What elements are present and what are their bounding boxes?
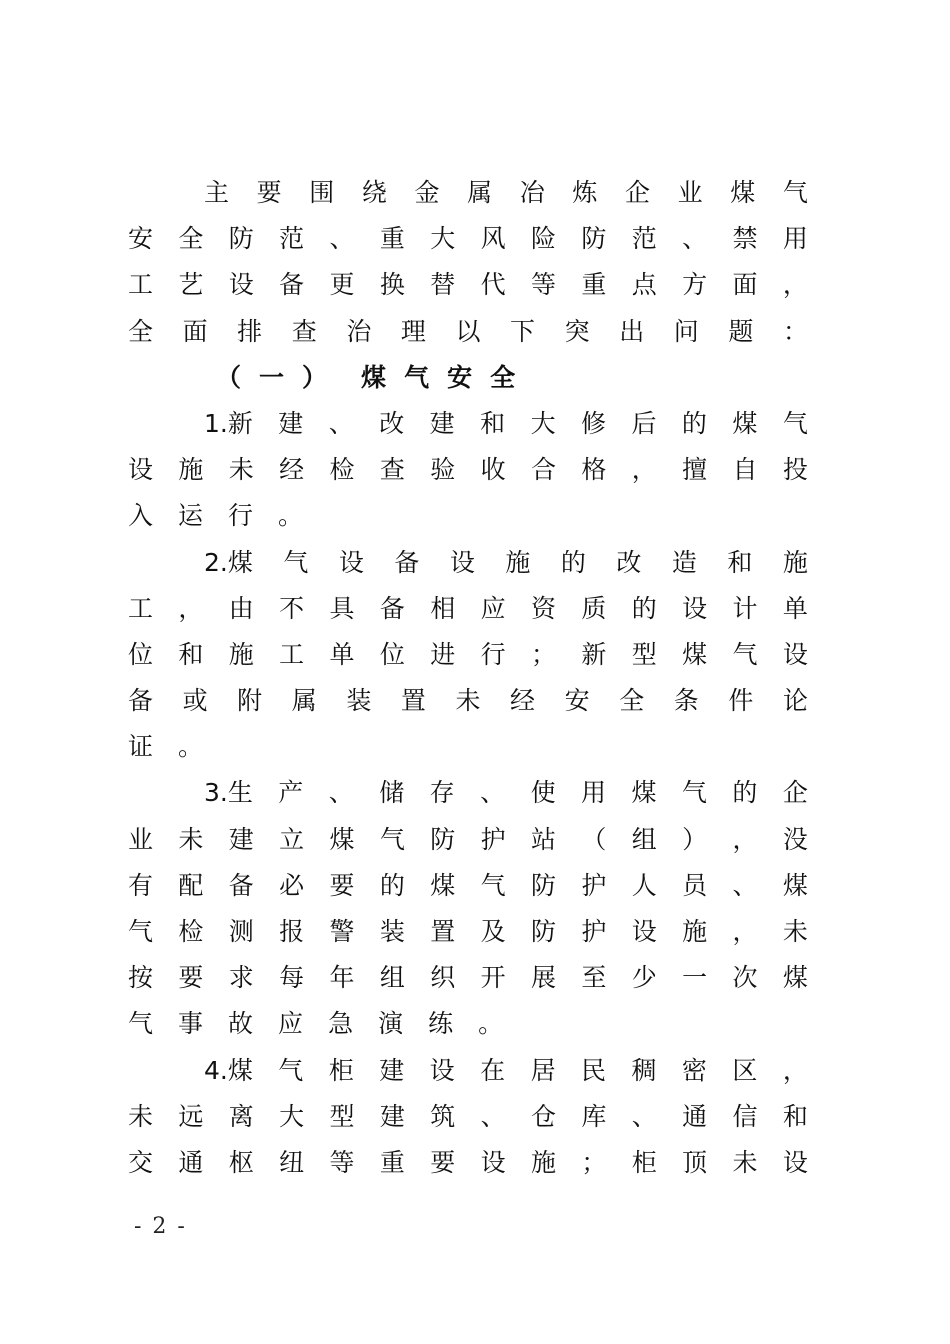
text-char: 员 (682, 870, 708, 900)
text-char: 检 (329, 455, 355, 485)
text-line (128, 586, 808, 632)
text-char: 交 (128, 1147, 154, 1177)
text-char: 具 (329, 593, 355, 623)
text-char: 施 (682, 917, 708, 946)
text-line (128, 401, 808, 447)
text-char: 装 (346, 686, 372, 716)
text-char: 站 (531, 824, 557, 854)
text-line (128, 1001, 808, 1047)
text-char: 一 (682, 963, 708, 993)
text-char: 要 (430, 1147, 456, 1177)
text-char: 、 (732, 870, 758, 900)
text-char: 出 (619, 316, 645, 346)
text-char: 工 (279, 639, 305, 669)
text-char: 用 (581, 778, 607, 808)
text-char: 煤 (361, 362, 387, 392)
text-char: 围 (309, 178, 335, 207)
text-char: 全 (490, 362, 516, 392)
text-char: 等 (329, 1147, 355, 1177)
text-char: 置 (430, 917, 456, 946)
text-char: ， (178, 593, 204, 623)
text-char: 柜 (328, 1055, 354, 1085)
text-char: 。 (278, 501, 304, 531)
text-char: 备 (394, 547, 420, 577)
text-char: 进 (430, 639, 456, 669)
text-char: 质 (581, 593, 607, 623)
text-char: 行 (480, 639, 506, 669)
text-char: 区 (732, 1055, 758, 1085)
text-char: 的 (631, 593, 657, 623)
text-char: 枢 (228, 1147, 254, 1177)
text-char: 柜 (631, 1147, 657, 1177)
text-char: 未 (455, 686, 481, 716)
text-char: 未 (732, 1147, 758, 1177)
text-line (128, 1140, 808, 1186)
text-char: 或 (182, 686, 208, 716)
text-char: 要 (329, 870, 355, 900)
text-char: 急 (328, 1009, 354, 1039)
text-char: ， (732, 917, 758, 946)
text-char: 面 (182, 316, 208, 346)
text-line (128, 817, 808, 863)
text-char: 民 (581, 1055, 607, 1085)
text-char: 以 (455, 316, 481, 346)
text-char: 、 (329, 224, 355, 254)
text-char: 的 (379, 870, 405, 900)
text-char: 有 (128, 870, 154, 900)
text-char: 人 (631, 870, 657, 900)
text-char: 储 (379, 778, 405, 808)
text-char: 理 (400, 316, 426, 346)
text-char: 故 (228, 1009, 254, 1039)
text-char: 演 (378, 1009, 404, 1039)
text-char: 施 (782, 547, 808, 577)
text-line (128, 724, 808, 770)
text-char: 气 (782, 408, 808, 438)
text-char: 居 (530, 1055, 556, 1085)
text-char: 合 (531, 455, 557, 485)
text-line (128, 262, 808, 308)
body-text (128, 170, 808, 1186)
text-char: 未 (128, 1101, 154, 1131)
text-line (128, 770, 808, 816)
text-char: 煤 (782, 870, 808, 900)
text-char: 气 (128, 917, 154, 946)
text-char: 、 (631, 1101, 657, 1131)
text-char: 全 (128, 316, 154, 346)
text-char: 和 (782, 1101, 808, 1131)
text-char: 使 (530, 778, 556, 808)
text-line (128, 216, 808, 262)
text-char: 单 (782, 593, 808, 623)
text-char: 安 (564, 686, 590, 716)
text-char: 风 (480, 224, 506, 254)
text-char: 库 (581, 1101, 607, 1131)
text-char: （ (216, 362, 242, 392)
text-char: ， (631, 455, 657, 485)
text-char: 工 (128, 270, 154, 300)
text-char: ， (782, 270, 808, 300)
text-char: 要 (256, 178, 282, 207)
text-char: 织 (430, 963, 456, 993)
text-char: 气 (732, 639, 758, 669)
text-char: ） (302, 362, 328, 392)
text-char: 、 (328, 408, 354, 438)
text-char: 筑 (430, 1101, 456, 1131)
text-char: 组 (379, 963, 405, 993)
text-char: 禁 (732, 224, 758, 254)
text-char: 开 (480, 963, 506, 993)
text-char: 设 (128, 455, 154, 485)
text-char: 范 (279, 224, 305, 254)
text-char: 少 (631, 963, 657, 993)
text-char: 次 (732, 963, 758, 993)
text-char: 绕 (361, 178, 387, 207)
text-char: 治 (346, 316, 372, 346)
text-char: 艺 (178, 270, 204, 300)
text-char: 验 (430, 455, 456, 485)
text-char: 全 (178, 224, 204, 254)
text-char: 施 (531, 1147, 557, 1177)
text-char: 业 (677, 178, 703, 207)
text-char: 的 (560, 547, 586, 577)
text-char: 范 (631, 224, 657, 254)
text-char: 施 (228, 639, 254, 669)
text-char: 设 (480, 1147, 506, 1177)
text-char: 护 (581, 917, 607, 946)
text-char: 顶 (682, 1147, 708, 1177)
text-char: 用 (782, 224, 808, 254)
text-char: 仓 (531, 1101, 557, 1131)
text-char: 重 (379, 224, 405, 254)
text-char: 建 (379, 1101, 405, 1131)
text-char: 等 (531, 270, 557, 300)
text-char: 设 (449, 547, 475, 577)
text-line (128, 955, 808, 1001)
text-char: 1.新 (204, 408, 253, 438)
text-char: 全 (619, 686, 645, 716)
text-char: 设 (338, 547, 364, 577)
text-char: 应 (480, 593, 506, 623)
section-heading (128, 355, 808, 401)
text-char: 擅 (682, 455, 708, 485)
text-line (128, 1094, 808, 1140)
page-number: - 2 - (134, 1214, 187, 1239)
text-char: ； (531, 639, 557, 669)
text-char: 护 (581, 870, 607, 900)
text-char: 型 (631, 639, 657, 669)
text-char: 建 (379, 1055, 405, 1085)
text-char: ： (782, 316, 808, 346)
text-char: ， (782, 1055, 808, 1085)
text-char: 查 (291, 316, 317, 346)
text-line (128, 540, 808, 586)
text-char: 属 (291, 686, 317, 716)
text-char: 的 (732, 778, 758, 808)
text-char: 更 (329, 270, 355, 300)
text-line (128, 170, 808, 216)
text-char: 防 (531, 870, 557, 900)
text-char: 煤 (329, 824, 355, 854)
text-char: 重 (581, 270, 607, 300)
text-char: 企 (625, 178, 651, 207)
text-char: 大 (530, 408, 556, 438)
text-char: 气 (404, 362, 430, 392)
text-char: 气 (278, 1055, 304, 1085)
text-char: 备 (279, 270, 305, 300)
text-char: 安 (128, 224, 154, 254)
text-char: 件 (728, 686, 754, 716)
text-char: 由 (228, 593, 254, 623)
text-char: 通 (682, 1101, 708, 1131)
text-char: 论 (782, 686, 808, 716)
text-char: 。 (178, 732, 204, 762)
text-char: 报 (279, 917, 305, 946)
text-char: 防 (228, 224, 254, 254)
text-char: 格 (581, 455, 607, 485)
text-char: 防 (531, 917, 557, 946)
text-char: 测 (228, 917, 254, 946)
text-char: 造 (671, 547, 697, 577)
text-char: 改 (379, 408, 405, 438)
text-char: 至 (581, 963, 607, 993)
text-char: 密 (681, 1055, 707, 1085)
text-char: 。 (478, 1009, 504, 1039)
text-char: 投 (782, 455, 808, 485)
text-char: 煤 (730, 178, 756, 207)
text-char: ） (682, 824, 708, 854)
text-char: 要 (178, 963, 204, 993)
text-char: 气 (283, 547, 309, 577)
text-char: 远 (178, 1101, 204, 1131)
text-line (128, 493, 808, 539)
text-char: 、 (328, 778, 354, 808)
text-char: 建 (429, 408, 455, 438)
text-char: 在 (480, 1055, 506, 1085)
text-char: ， (732, 824, 758, 854)
text-char: 相 (430, 593, 456, 623)
text-char: 和 (178, 639, 204, 669)
text-char: 条 (673, 686, 699, 716)
text-char: 备 (228, 870, 254, 900)
text-char: 安 (447, 362, 473, 392)
text-char: 展 (531, 963, 557, 993)
text-char: 排 (237, 316, 263, 346)
text-char: 存 (429, 778, 455, 808)
text-char: 不 (279, 593, 305, 623)
text-char: 应 (278, 1009, 304, 1039)
text-char: 收 (480, 455, 506, 485)
text-char: 3.生 (204, 778, 253, 808)
text-char: 按 (128, 963, 154, 993)
text-line (128, 678, 808, 724)
text-char: 施 (505, 547, 531, 577)
text-char: 主 (204, 178, 230, 207)
text-char: 计 (732, 593, 758, 623)
text-char: 型 (329, 1101, 355, 1131)
text-char: 替 (430, 270, 456, 300)
text-char: 属 (467, 178, 493, 207)
text-char: 2.煤 (204, 547, 253, 577)
text-char: 题 (728, 316, 754, 346)
text-char: 设 (631, 917, 657, 946)
text-char: 备 (379, 593, 405, 623)
text-char: 的 (681, 408, 707, 438)
text-char: 一 (259, 362, 285, 392)
text-char: 未 (782, 917, 808, 946)
text-char: 4.煤 (204, 1055, 253, 1085)
text-char: 未 (228, 455, 254, 485)
text-char: 和 (480, 408, 506, 438)
text-line (128, 909, 808, 955)
text-char: 后 (631, 408, 657, 438)
text-char: 未 (178, 824, 204, 854)
text-char: 企 (782, 778, 808, 808)
text-char: 换 (379, 270, 405, 300)
text-char: 运 (178, 501, 204, 531)
text-char: 每 (279, 963, 305, 993)
text-char: 下 (510, 316, 536, 346)
text-char: 附 (237, 686, 263, 716)
text-char: 修 (581, 408, 607, 438)
text-char: 气 (128, 1009, 154, 1039)
text-line (128, 1048, 808, 1094)
text-char: 防 (581, 224, 607, 254)
text-char: 工 (128, 593, 154, 623)
text-char: 改 (616, 547, 642, 577)
text-char: 新 (581, 639, 607, 669)
text-char: 点 (631, 270, 657, 300)
text-char: 经 (510, 686, 536, 716)
text-char: 金 (414, 178, 440, 207)
text-char: 通 (178, 1147, 204, 1177)
text-char: 气 (782, 178, 808, 207)
text-char: 煤 (682, 639, 708, 669)
text-char: 护 (480, 824, 506, 854)
text-char: 方 (682, 270, 708, 300)
text-line (128, 447, 808, 493)
text-char: （ (581, 824, 607, 854)
text-line (128, 309, 808, 355)
text-char: 离 (228, 1101, 254, 1131)
text-char: 建 (278, 408, 304, 438)
text-char: 大 (430, 224, 456, 254)
text-char: 资 (531, 593, 557, 623)
text-line (128, 632, 808, 678)
text-char: 险 (531, 224, 557, 254)
text-char: 气 (681, 778, 707, 808)
text-char: 设 (228, 270, 254, 300)
text-char: 产 (278, 778, 304, 808)
text-char: 煤 (732, 408, 758, 438)
text-char: 入 (128, 501, 154, 531)
text-char: 、 (682, 224, 708, 254)
text-char: 气 (379, 824, 405, 854)
text-char: 位 (379, 639, 405, 669)
text-char: 施 (178, 455, 204, 485)
text-char: 组 (631, 824, 657, 854)
text-char: 经 (279, 455, 305, 485)
text-line (128, 863, 808, 909)
text-char: 练 (428, 1009, 454, 1039)
text-char: 冶 (519, 178, 545, 207)
text-char: 、 (480, 1101, 506, 1131)
text-char: 气 (480, 870, 506, 900)
text-char: 证 (128, 732, 154, 762)
text-char: 及 (480, 917, 506, 946)
text-char: 、 (480, 778, 506, 808)
text-char: 防 (430, 824, 456, 854)
text-char: 没 (782, 824, 808, 854)
text-char: 设 (782, 1147, 808, 1177)
text-char: 建 (228, 824, 254, 854)
text-char: 行 (228, 501, 254, 531)
text-char: 求 (228, 963, 254, 993)
text-char: 稠 (631, 1055, 657, 1085)
text-char: 重 (379, 1147, 405, 1177)
text-char: 必 (279, 870, 305, 900)
text-char: ； (581, 1147, 607, 1177)
text-char: 纽 (279, 1147, 305, 1177)
text-char: 设 (682, 593, 708, 623)
text-char: 设 (782, 639, 808, 669)
text-char: 煤 (631, 778, 657, 808)
text-char: 大 (279, 1101, 305, 1131)
text-char: 单 (329, 639, 355, 669)
text-char: 事 (178, 1009, 204, 1039)
text-char: 位 (128, 639, 154, 669)
text-char: 问 (673, 316, 699, 346)
text-char: 警 (329, 917, 355, 946)
text-char: 置 (400, 686, 426, 716)
text-char: 配 (178, 870, 204, 900)
text-char: 装 (379, 917, 405, 946)
text-char: 代 (480, 270, 506, 300)
text-char: 煤 (782, 963, 808, 993)
text-char: 年 (329, 963, 355, 993)
text-char: 面 (732, 270, 758, 300)
text-char: 查 (379, 455, 405, 485)
text-char: 业 (128, 824, 154, 854)
text-char: 炼 (572, 178, 598, 207)
text-char: 煤 (430, 870, 456, 900)
text-char: 突 (564, 316, 590, 346)
text-char: 和 (727, 547, 753, 577)
text-char: 设 (429, 1055, 455, 1085)
text-char: 备 (128, 686, 154, 716)
text-char: 自 (732, 455, 758, 485)
text-char: 检 (178, 917, 204, 946)
text-char: 信 (732, 1101, 758, 1131)
text-char: 立 (279, 824, 305, 854)
